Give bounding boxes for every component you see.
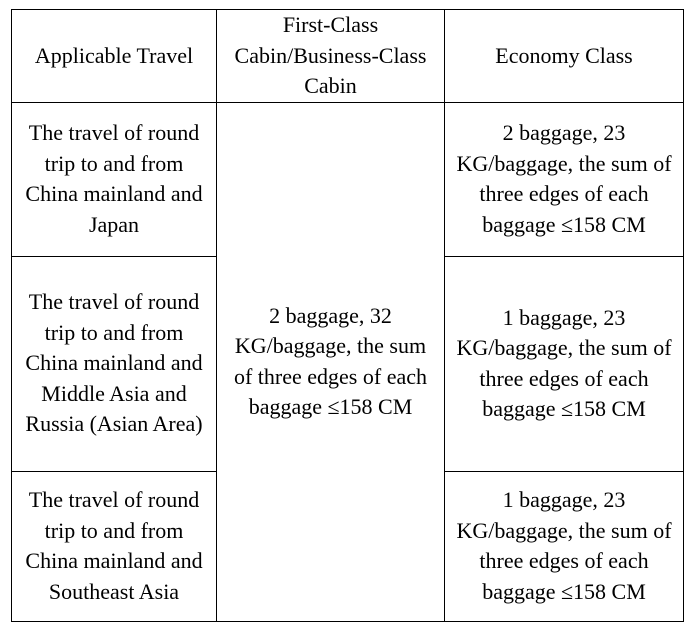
table-row — [12, 102, 684, 256]
first-business-allowance-cell: 2 baggage, 32 KG/baggage, the sum of three edges of each baggage ≤158 CM — [217, 102, 445, 621]
economy-cell-middle-asia-russia: 1 baggage, 23 KG/baggage, the sum of three edges of each baggage ≤158 CM — [445, 256, 684, 471]
travel-cell-southeast-asia: The travel of round trip to and from China mainland and Southeast Asia — [12, 471, 217, 621]
header-economy-class: Economy Class — [445, 10, 684, 103]
economy-cell-southeast-asia: 1 baggage, 23 KG/baggage, the sum of three edges of each baggage ≤158 CM — [445, 471, 684, 621]
economy-cell-japan: 2 baggage, 23 KG/baggage, the sum of three edges of each baggage ≤158 CM — [445, 102, 684, 256]
travel-cell-japan: The travel of round trip to and from China mainland and Japan — [12, 102, 217, 256]
header-first-business-class: First-Class Cabin/Business-Class Cabin — [217, 10, 445, 103]
travel-cell-middle-asia-russia: The travel of round trip to and from China mainland and Middle Asia and Russia (Asian Area) — [12, 256, 217, 471]
header-applicable-travel: Applicable Travel — [12, 10, 217, 103]
table-header-row — [12, 10, 684, 103]
baggage-allowance-table — [11, 9, 684, 622]
